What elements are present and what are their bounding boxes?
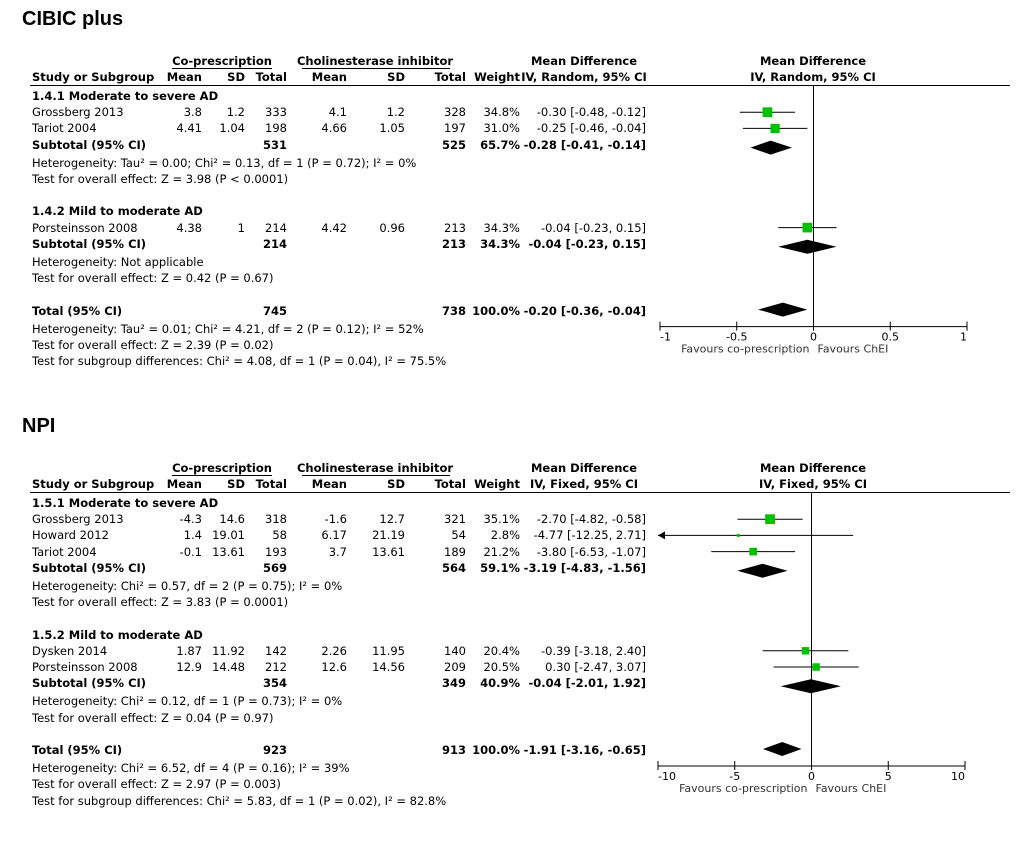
sd1-col-header: SD	[227, 70, 245, 84]
study-weight: 20.4%	[483, 643, 520, 658]
study-sd1: 13.61	[212, 544, 245, 559]
subtotal-diamond	[778, 240, 836, 254]
subtotal-total2: 564	[441, 560, 466, 575]
study-mean1: 1.4	[183, 528, 202, 543]
subtotal-total1: 531	[262, 137, 287, 152]
overall-effect-text: Test for overall effect: Z = 3.98 (P < 0.0001)	[32, 172, 289, 186]
total1-col-header: Total	[255, 70, 287, 84]
subgroup-heading: 1.4.1 Moderate to severe AD	[32, 89, 219, 103]
favours-right-label: Favours ChEI	[817, 342, 889, 356]
study-mean1: 1.87	[176, 643, 202, 658]
study-effect-marker	[771, 124, 780, 133]
study-sd2: 14.56	[372, 660, 405, 674]
mean1-col-header: Mean	[166, 70, 202, 84]
weight-col-header: Weight	[474, 70, 520, 84]
plot-md-header-top: Mean Difference	[759, 461, 867, 475]
study-weight: 34.8%	[483, 105, 520, 120]
study-effect-marker	[803, 223, 813, 233]
study-mean1: -0.1	[179, 544, 202, 559]
study-ci: -0.30 [-0.48, -0.12]	[536, 105, 646, 120]
study-ci: -0.04 [-0.23, 0.15]	[540, 220, 646, 235]
study-total1: 58	[272, 528, 287, 543]
favours-right-label: Favours ChEI	[815, 782, 887, 795]
study-mean1: 12.9	[176, 660, 202, 674]
group2-header: Cholinesterase inhibitor	[296, 54, 454, 68]
study-mean2: 12.6	[321, 660, 347, 674]
mean2-col-header: Mean	[311, 477, 347, 491]
total-total2: 913	[441, 743, 466, 757]
md-header-top: Mean Difference	[530, 54, 638, 68]
mean2-col-header: Mean	[311, 70, 347, 84]
plot-title: NPI	[22, 415, 56, 437]
total-diamond	[763, 742, 802, 756]
x-tick-label: 0.5	[881, 330, 899, 344]
footer-stat-1: Heterogeneity: Chi² = 6.52, df = 4 (P = 0.16); I² = 39%	[32, 761, 350, 776]
subtotal-weight: 34.3%	[480, 236, 520, 251]
footer-stat-2: Test for overall effect: Z = 2.39 (P = 0.02)	[32, 338, 274, 352]
subtotal-total2: 349	[441, 676, 466, 691]
study-total1: 193	[265, 544, 287, 559]
study-total1: 198	[265, 121, 287, 136]
ci-arrow-left	[658, 531, 665, 539]
sd2-col-header: SD	[387, 70, 405, 84]
study-ci: -0.25 [-0.46, -0.04]	[536, 121, 646, 136]
x-tick-label: 0	[808, 770, 815, 783]
study-name: Howard 2012	[32, 528, 109, 543]
plot-ci-col-header: IV, Fixed, 95% CI	[759, 477, 867, 491]
study-effect-marker	[765, 514, 775, 524]
study-sd2: 13.61	[372, 544, 405, 559]
study-ci: -3.80 [-6.53, -1.07]	[536, 544, 646, 559]
forest-plot-graphic	[0, 407, 1024, 827]
forest-plot-graphic	[0, 0, 1024, 420]
study-weight: 21.2%	[483, 544, 520, 559]
study-total1: 142	[265, 643, 287, 658]
subtotal-total2: 525	[441, 137, 466, 152]
study-sd1: 14.48	[212, 660, 245, 674]
study-sd1: 1.04	[219, 121, 245, 136]
study-ci: 0.30 [-2.47, 3.07]	[545, 660, 646, 674]
footer-stat-2: Test for overall effect: Z = 2.97 (P = 0.003)	[32, 777, 281, 792]
total1-col-header: Total	[255, 477, 287, 491]
subtotal-total2: 213	[441, 236, 466, 251]
sd2-col-header: SD	[387, 477, 405, 491]
total-total1: 745	[262, 303, 287, 318]
group1-header: Co-prescription	[172, 54, 272, 68]
study-total2: 189	[444, 544, 466, 559]
study-total2: 213	[444, 220, 466, 235]
study-mean2: 4.42	[321, 220, 347, 235]
study-col-header: Study or Subgroup	[32, 477, 155, 491]
study-sd2: 0.96	[379, 220, 405, 235]
footer-stat-3: Test for subgroup differences: Chi² = 5.83, df = 1 (P = 0.02), I² = 82.8%	[32, 793, 447, 808]
study-effect-marker	[749, 548, 757, 556]
md-header-top: Mean Difference	[530, 461, 638, 475]
study-sd2: 11.95	[372, 643, 405, 658]
study-mean2: -1.6	[324, 512, 347, 527]
subtotal-label: Subtotal (95% CI)	[32, 676, 147, 691]
study-sd2: 1.05	[379, 121, 405, 136]
footer-stat-3: Test for subgroup differences: Chi² = 4.08, df = 1 (P = 0.04), I² = 75.5%	[32, 354, 447, 369]
overall-effect-text: Test for overall effect: Z = 0.42 (P = 0.67)	[32, 271, 274, 286]
subtotal-ci: -3.19 [-4.83, -1.56]	[523, 560, 646, 575]
study-weight: 31.0%	[483, 121, 520, 136]
study-sd1: 1.2	[226, 105, 245, 120]
footer-stat-1: Heterogeneity: Tau² = 0.01; Chi² = 4.21, df = 2 (P = 0.12); I² = 52%	[32, 321, 424, 336]
subtotal-total1: 214	[262, 236, 287, 251]
group1-header: Co-prescription	[172, 461, 272, 475]
study-name: Porsteinsson 2008	[32, 220, 138, 235]
study-total1: 214	[265, 220, 287, 235]
study-ci: -2.70 [-4.82, -0.58]	[536, 512, 646, 527]
total-total1: 923	[262, 743, 287, 757]
plot-ci-col-header: IV, Random, 95% CI	[750, 70, 876, 84]
subtotal-ci: -0.04 [-2.01, 1.92]	[528, 676, 646, 691]
subtotal-weight: 59.1%	[480, 560, 520, 575]
x-tick-label: -10	[658, 770, 676, 783]
subtotal-diamond	[751, 141, 792, 155]
total2-col-header: Total	[434, 70, 466, 84]
subtotal-ci: -0.28 [-0.41, -0.14]	[523, 137, 646, 152]
subtotal-total1: 354	[262, 676, 287, 691]
study-total2: 140	[444, 643, 466, 658]
subgroup-heading: 1.4.2 Mild to moderate AD	[32, 204, 203, 219]
forest-plot-1	[0, 0, 1024, 420]
plot-title: CIBIC plus	[22, 8, 124, 30]
study-total2: 54	[451, 528, 466, 543]
study-total1: 318	[265, 512, 287, 527]
study-mean1: -4.3	[179, 512, 202, 527]
mean1-col-header: Mean	[166, 477, 202, 491]
subtotal-total1: 569	[262, 560, 287, 575]
subgroup-heading: 1.5.1 Moderate to severe AD	[32, 496, 219, 510]
x-tick-label: -5	[729, 770, 741, 783]
x-tick-label: 10	[951, 770, 965, 783]
subgroup-heading: 1.5.2 Mild to moderate AD	[32, 627, 203, 642]
favours-left-label: Favours co-prescription	[681, 342, 810, 356]
x-tick-label: -0.5	[726, 330, 748, 344]
x-tick-label: -1	[660, 330, 671, 344]
study-effect-marker	[737, 534, 740, 537]
group2-header: Cholinesterase inhibitor	[296, 461, 454, 475]
x-tick-label: 1	[960, 330, 967, 344]
heterogeneity-text: Heterogeneity: Chi² = 0.57, df = 2 (P = 0.75); I² = 0%	[32, 579, 343, 593]
study-mean2: 4.66	[321, 121, 347, 136]
overall-effect-text: Test for overall effect: Z = 3.83 (P = 0.0001)	[32, 595, 289, 610]
study-weight: 20.5%	[483, 660, 520, 674]
study-weight: 2.8%	[490, 528, 520, 543]
study-mean1: 3.8	[183, 105, 202, 120]
study-mean1: 4.41	[176, 121, 202, 136]
study-name: Grossberg 2013	[32, 105, 124, 120]
favours-left-label: Favours co-prescription	[679, 782, 808, 795]
study-mean2: 4.1	[328, 105, 347, 120]
subtotal-weight: 65.7%	[480, 137, 520, 152]
study-name: Tariot 2004	[32, 121, 97, 136]
study-mean2: 2.26	[321, 643, 347, 658]
forest-plot-2	[0, 407, 1024, 827]
study-effect-marker	[812, 663, 819, 670]
total-label: Total (95% CI)	[32, 743, 123, 757]
heterogeneity-text: Heterogeneity: Tau² = 0.00; Chi² = 0.13, df = 1 (P = 0.72); I² = 0%	[32, 155, 417, 170]
total-ci: -0.20 [-0.36, -0.04]	[523, 303, 646, 318]
study-weight: 35.1%	[483, 512, 520, 527]
study-mean2: 3.7	[328, 544, 347, 559]
study-sd2: 12.7	[379, 512, 405, 527]
weight-col-header: Weight	[474, 477, 520, 491]
plot-md-header-top: Mean Difference	[759, 54, 867, 68]
total-total2: 738	[441, 303, 466, 318]
subtotal-diamond	[737, 564, 787, 578]
subtotal-label: Subtotal (95% CI)	[32, 560, 147, 575]
heterogeneity-text: Heterogeneity: Chi² = 0.12, df = 1 (P = 0.73); I² = 0%	[32, 694, 343, 709]
study-col-header: Study or Subgroup	[32, 70, 155, 84]
total-diamond	[758, 303, 807, 317]
study-weight: 34.3%	[483, 220, 520, 235]
ci-col-header: IV, Random, 95% CI	[521, 70, 647, 84]
study-sd1: 19.01	[212, 528, 245, 543]
total-label: Total (95% CI)	[32, 303, 123, 318]
study-total2: 321	[444, 512, 466, 527]
study-mean1: 4.38	[176, 220, 202, 235]
subtotal-ci: -0.04 [-0.23, 0.15]	[528, 236, 646, 251]
study-name: Grossberg 2013	[32, 512, 124, 527]
study-effect-marker	[763, 107, 773, 117]
study-total2: 328	[444, 105, 466, 120]
study-name: Tariot 2004	[32, 544, 97, 559]
study-sd2: 21.19	[372, 528, 405, 543]
study-sd1: 11.92	[212, 643, 245, 658]
subtotal-label: Subtotal (95% CI)	[32, 236, 147, 251]
study-mean2: 6.17	[321, 528, 347, 543]
heterogeneity-text: Heterogeneity: Not applicable	[32, 255, 204, 269]
sd1-col-header: SD	[227, 477, 245, 491]
study-name: Porsteinsson 2008	[32, 660, 138, 674]
total2-col-header: Total	[434, 477, 466, 491]
subtotal-label: Subtotal (95% CI)	[32, 137, 147, 152]
subtotal-diamond	[781, 679, 841, 693]
study-total1: 212	[265, 660, 287, 674]
study-total1: 333	[265, 105, 287, 120]
x-tick-label: 0	[810, 330, 817, 344]
study-name: Dysken 2014	[32, 643, 108, 658]
study-sd1: 14.6	[219, 512, 245, 527]
ci-col-header: IV, Fixed, 95% CI	[530, 477, 638, 491]
total-weight: 100.0%	[472, 303, 520, 318]
x-tick-label: 5	[884, 770, 892, 783]
study-ci: -0.39 [-3.18, 2.40]	[540, 643, 646, 658]
total-ci: -1.91 [-3.16, -0.65]	[523, 743, 646, 757]
study-total2: 209	[444, 660, 466, 674]
study-effect-marker	[802, 647, 809, 654]
overall-effect-text: Test for overall effect: Z = 0.04 (P = 0.97)	[32, 710, 274, 725]
study-ci: -4.77 [-12.25, 2.71]	[533, 528, 646, 543]
study-sd2: 1.2	[386, 105, 405, 120]
study-total2: 197	[444, 121, 466, 136]
total-weight: 100.0%	[472, 743, 520, 757]
subtotal-weight: 40.9%	[480, 676, 520, 691]
study-sd1: 1	[237, 220, 245, 235]
